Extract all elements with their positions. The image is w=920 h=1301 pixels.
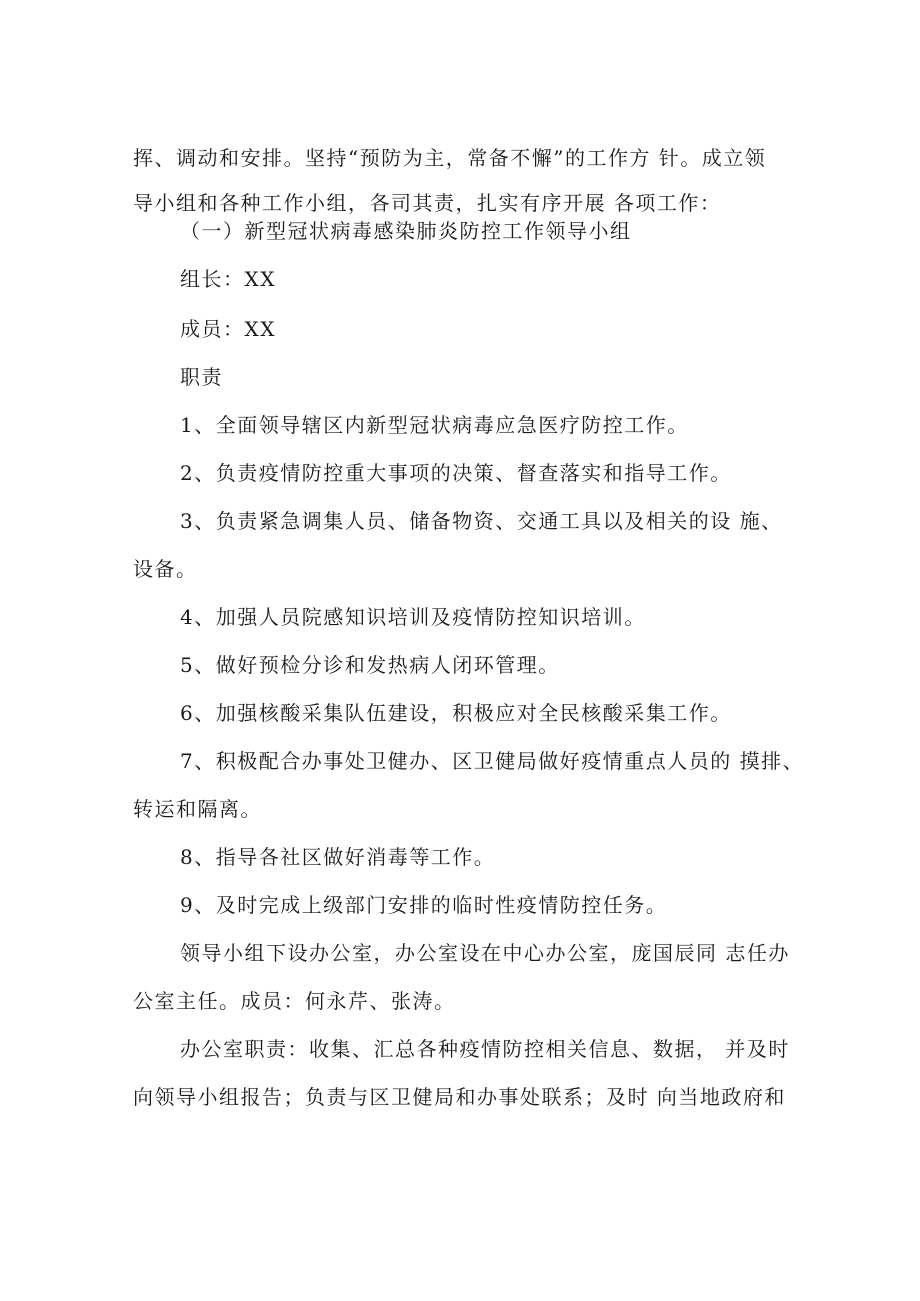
- duty-item-continuation: 转运和隔离。: [133, 797, 262, 821]
- paragraph-line: 挥、调动和安排。坚持“预防为主，常备不懈”的工作方 针。成立领: [133, 146, 767, 170]
- duty-item: 4、加强人员院感知识培训及疫情防控知识培训。: [180, 605, 646, 629]
- duty-item: 3、负责紧急调集人员、储备物资、交通工具以及相关的设 施、: [180, 509, 783, 533]
- duty-item: 7、积极配合办事处卫健办、区卫健局做好疫情重点人员的 摸排、: [180, 749, 805, 773]
- paragraph-line: 导小组和各种工作小组，各司其责，扎实有序开展 各项工作：: [133, 191, 722, 215]
- duty-item: 5、做好预检分诊和发热病人闭环管理。: [180, 653, 560, 677]
- duty-item: 8、指导各社区做好消毒等工作。: [180, 845, 496, 869]
- paragraph-line: 公室主任。成员：何永芹、张涛。: [133, 989, 456, 1013]
- duty-item-continuation: 设备。: [133, 557, 198, 581]
- paragraph-line: 向领导小组报告；负责与区卫健局和办事处联系；及时 向当地政府和: [133, 1085, 786, 1109]
- duty-item: 2、负责疫情防控重大事项的决策、督查落实和指导工作。: [180, 461, 732, 485]
- paragraph-line: 领导小组下设办公室，办公室设在中心办公室，庞国辰同 志任办: [180, 941, 790, 965]
- section-heading: （一）新型冠状病毒感染肺炎防控工作领导小组: [180, 219, 632, 243]
- duty-item: 6、加强核酸采集队伍建设，积极应对全民核酸采集工作。: [180, 701, 732, 725]
- group-leader-line: 组长：XX: [180, 267, 276, 291]
- paragraph-line: 办公室职责：收集、汇总各种疫情防控相关信息、数据， 并及时: [180, 1037, 790, 1061]
- group-members-line: 成员：XX: [180, 317, 276, 341]
- duties-heading: 职责: [180, 365, 223, 389]
- duty-item: 1、全面领导辖区内新型冠状病毒应急医疗防控工作。: [180, 413, 689, 437]
- duty-item: 9、及时完成上级部门安排的临时性疫情防控任务。: [180, 893, 668, 917]
